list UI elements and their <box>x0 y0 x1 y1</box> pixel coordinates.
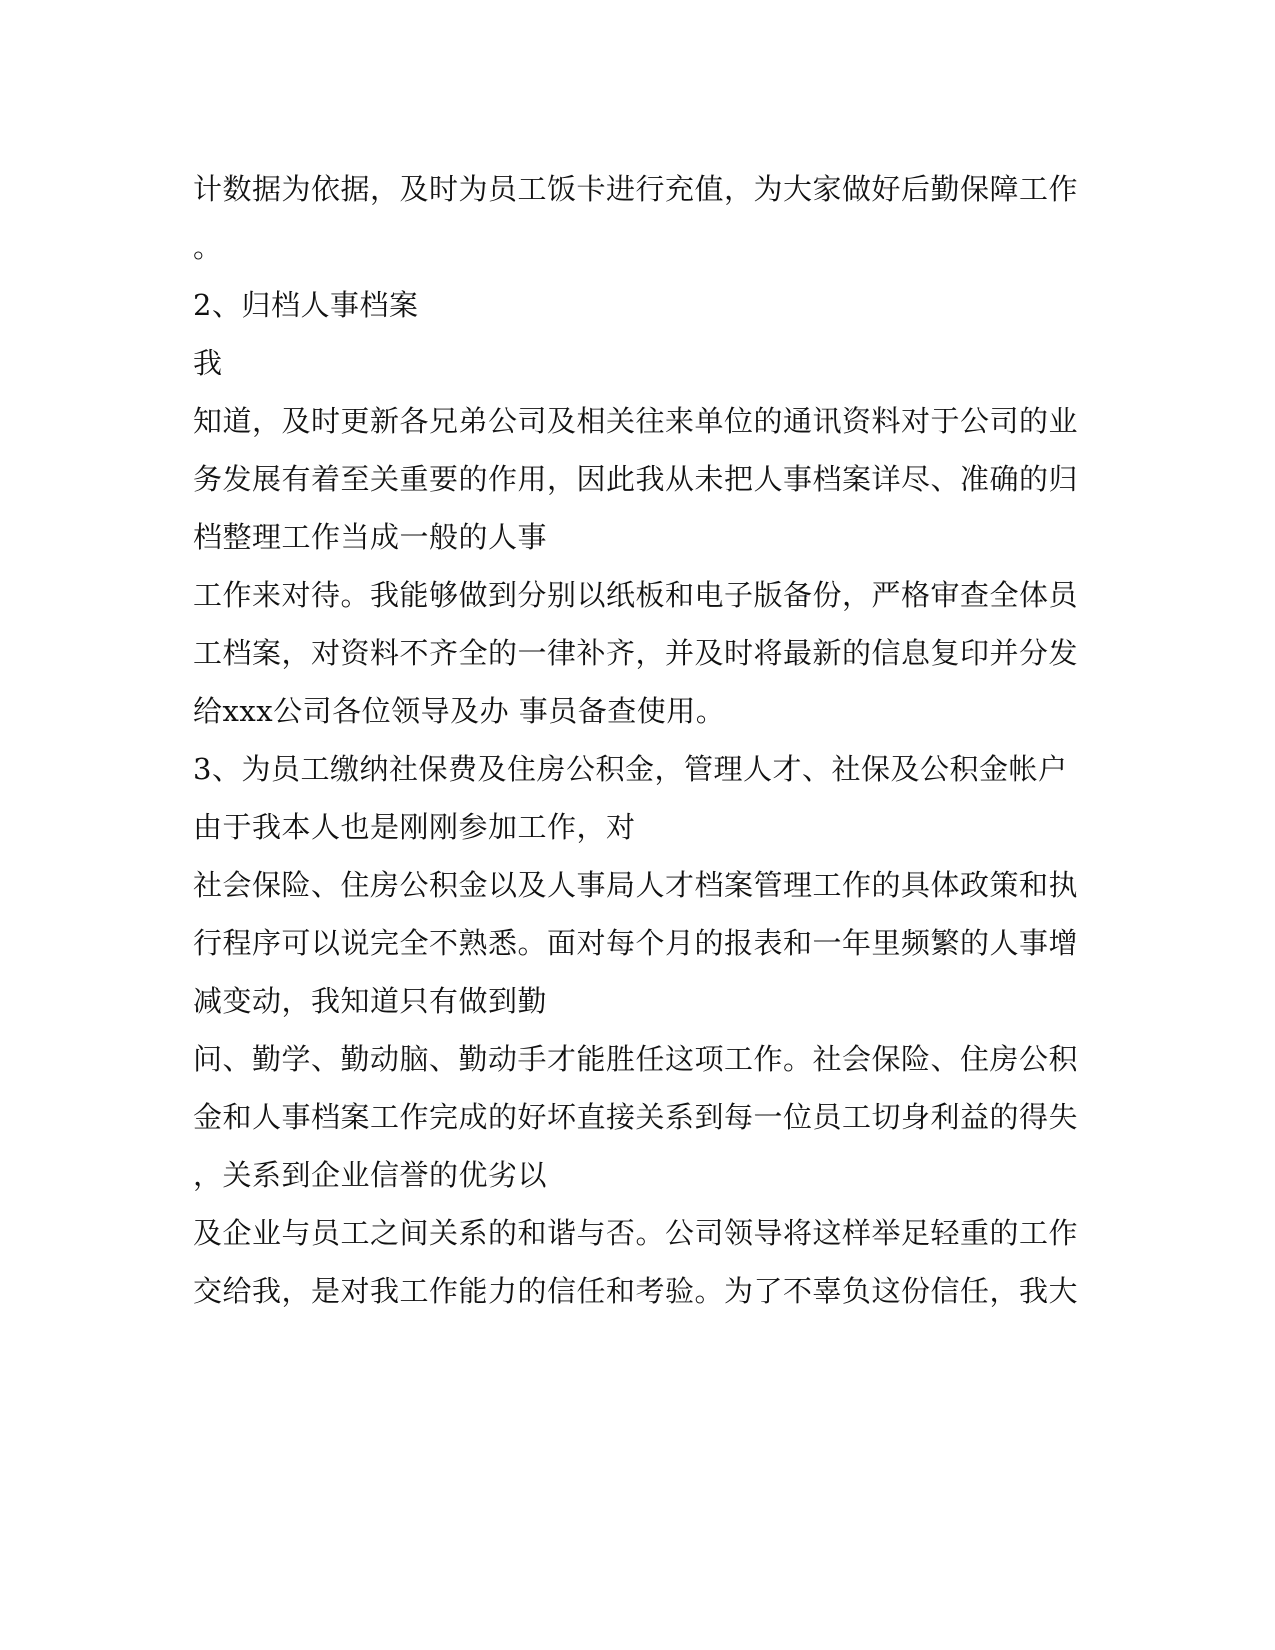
document-body <box>193 160 1093 1320</box>
text-line: 及企业与员工之间关系的和谐与否。公司领导将这样举足轻重的工作 <box>193 1216 1079 1250</box>
text-line: 社会保险、住房公积金以及人事局人才档案管理工作的具体政策和执 <box>193 868 1079 902</box>
text-line: 务发展有着至关重要的作用，因此我从未把人事档案详尽、准确的归 <box>193 462 1079 496</box>
text-line: ，关系到企业信誉的优劣以 <box>193 1158 548 1192</box>
text-line: 给xxx公司各位领导及办 事员备查使用。 <box>193 694 726 728</box>
text-line: 行程序可以说完全不熟悉。面对每个月的报表和一年里频繁的人事增 <box>193 926 1079 960</box>
text-line: 计数据为依据，及时为员工饭卡进行充值，为大家做好后勤保障工作 <box>193 172 1079 206</box>
text-line: 知道，及时更新各兄弟公司及相关往来单位的通讯资料对于公司的业 <box>193 404 1079 438</box>
text-line: 我 <box>193 346 223 380</box>
text-line: 。 <box>193 230 223 264</box>
text-line: 问、勤学、勤动脑、勤动手才能胜任这项工作。社会保险、住房公积 <box>193 1042 1079 1076</box>
text-line: 金和人事档案工作完成的好坏直接关系到每一位员工切身利益的得失 <box>193 1100 1079 1134</box>
text-line: 工作来对待。我能够做到分别以纸板和电子版备份，严格审查全体员 <box>193 578 1079 612</box>
section-heading: 2、归档人事档案 <box>193 288 419 322</box>
text-line: 由于我本人也是刚刚参加工作，对 <box>193 810 636 844</box>
text-line: 减变动，我知道只有做到勤 <box>193 984 548 1018</box>
text-line: 档整理工作当成一般的人事 <box>193 520 548 554</box>
text-line: 交给我，是对我工作能力的信任和考验。为了不辜负这份信任，我大 <box>193 1274 1079 1308</box>
section-heading: 3、为员工缴纳社保费及住房公积金，管理人才、社保及公积金帐户 <box>193 752 1068 786</box>
text-line: 工档案，对资料不齐全的一律补齐，并及时将最新的信息复印并分发 <box>193 636 1079 670</box>
